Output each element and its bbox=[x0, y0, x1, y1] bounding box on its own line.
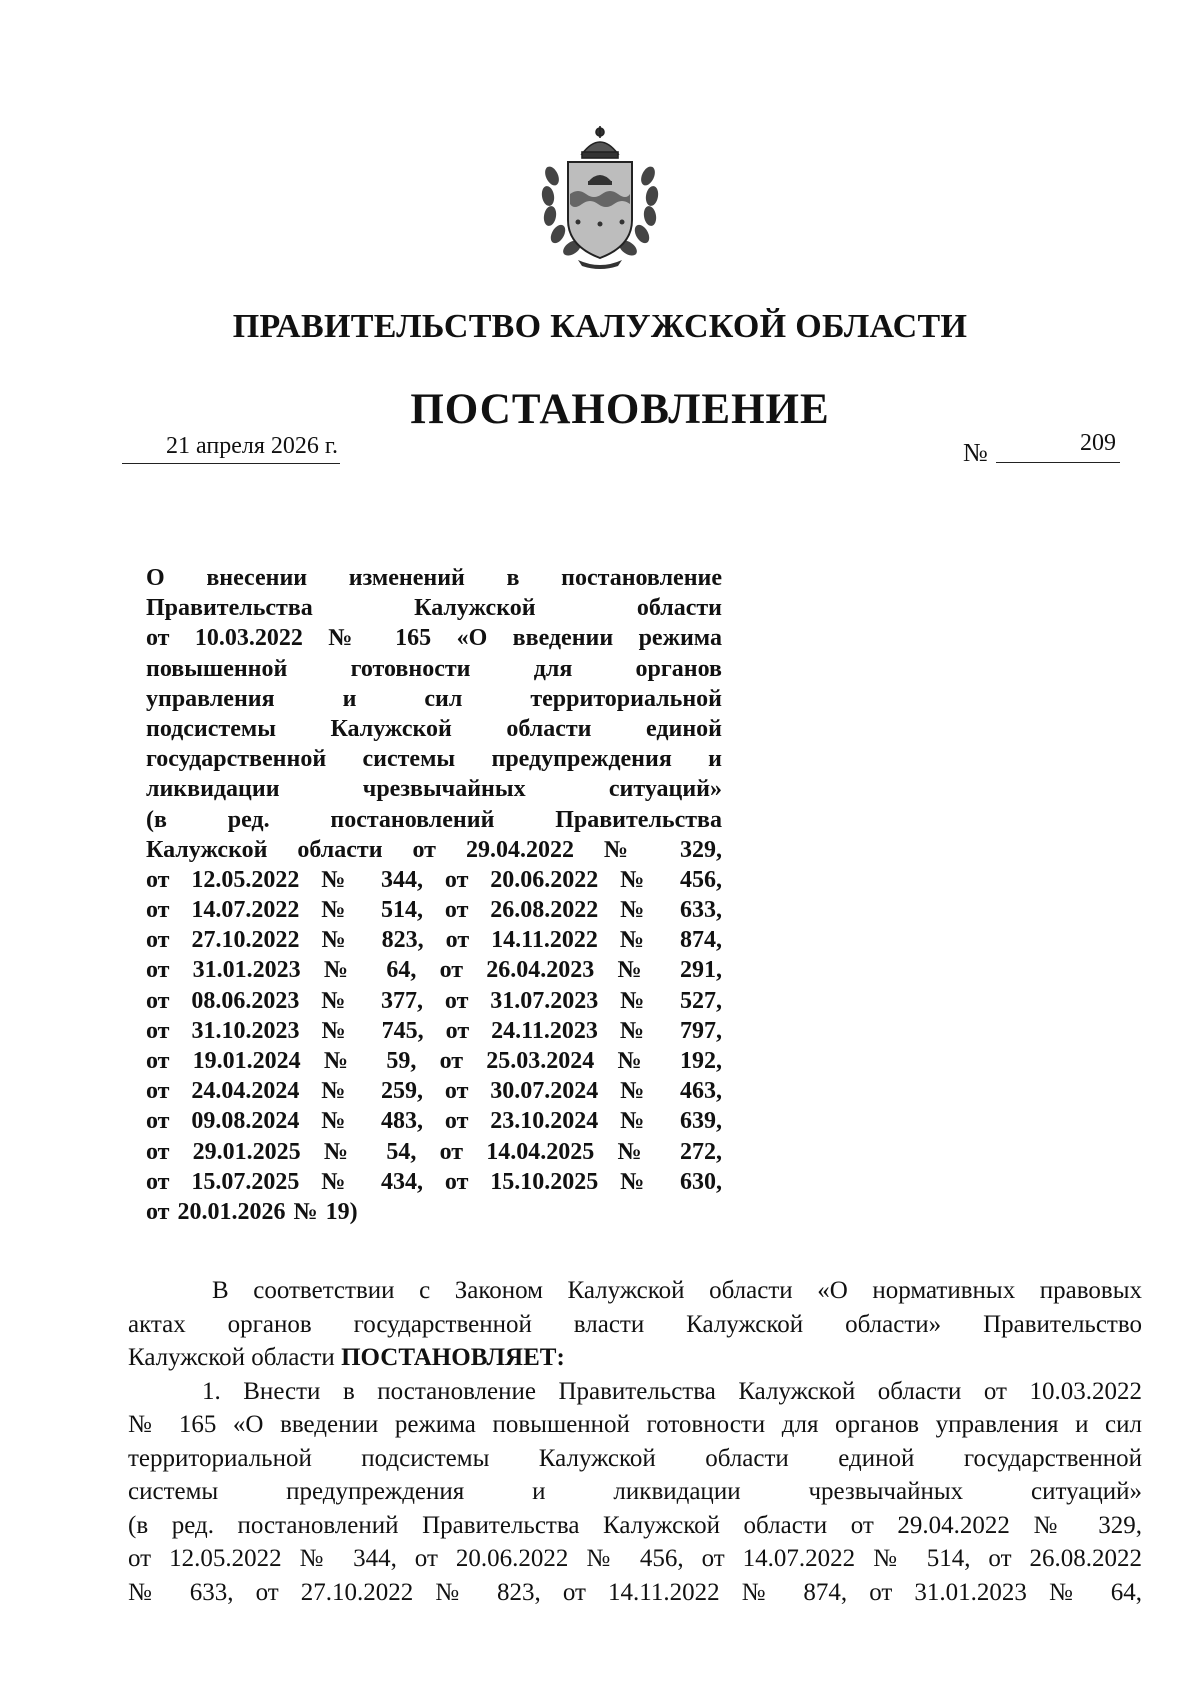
item-line: территориальной подсистемы Калужской области единой государственной bbox=[128, 1444, 1142, 1472]
organization-title: ПРАВИТЕЛЬСТВО КАЛУЖСКОЙ ОБЛАСТИ bbox=[232, 308, 968, 345]
subject-line: от 27.10.2022 № 823, от 14.11.2022 № 874, bbox=[146, 927, 722, 954]
subject-line: от 10.03.2022 № 165 «О введении режима bbox=[146, 625, 722, 652]
item-line: (в ред. постановлений Правительства Калужской области от 29.04.2022 № 329, bbox=[128, 1511, 1142, 1539]
subject-line: подсистемы Калужской области единой bbox=[146, 715, 722, 742]
subject-line: управления и сил территориальной bbox=[146, 685, 722, 712]
item-line: 1. Внести в постановление Правительства Калужской области от 10.03.2022 bbox=[202, 1377, 1142, 1405]
subject-line: государственной системы предупреждения и bbox=[146, 746, 722, 773]
document-body bbox=[128, 1274, 1142, 1609]
item-line: № 633, от 27.10.2022 № 823, от 14.11.2022 № 874, от 31.01.2023 № 64, bbox=[128, 1578, 1142, 1606]
subject-line: от 14.07.2022 № 514, от 26.08.2022 № 633, bbox=[146, 897, 722, 924]
preamble-line: В соответствии с Законом Калужской области «О нормативных правовых bbox=[212, 1277, 1142, 1304]
item-line: № 165 «О введении режима повышенной готовности для органов управления и сил bbox=[128, 1411, 1142, 1438]
subject-line: от 24.04.2024 № 259, от 30.07.2024 № 463, bbox=[146, 1078, 722, 1105]
subject-line: (в ред. постановлений Правительства bbox=[146, 806, 722, 833]
document-number: 209 bbox=[996, 425, 1120, 463]
subject-line: ликвидации чрезвычайных ситуаций» bbox=[146, 776, 722, 803]
subject-line: от 29.01.2025 № 54, от 14.04.2025 № 272, bbox=[146, 1138, 722, 1165]
subject-line: от 19.01.2024 № 59, от 25.03.2024 № 192, bbox=[146, 1048, 722, 1074]
document-type-title: ПОСТАНОВЛЕНИЕ bbox=[410, 386, 830, 433]
subject-line: повышенной готовности для органов bbox=[146, 655, 722, 682]
number-label: № bbox=[963, 438, 988, 467]
subject-line: Калужской области от 29.04.2022 № 329, bbox=[146, 836, 722, 863]
subject-line: Правительства Калужской области bbox=[146, 595, 722, 622]
subject-line: О внесении изменений в постановление bbox=[146, 565, 722, 591]
subject-line: от 20.01.2026 № 19) bbox=[146, 1198, 358, 1225]
item-line: от 12.05.2022 № 344, от 20.06.2022 № 456, от 14.07.2022 № 514, от 26.08.2022 bbox=[128, 1545, 1142, 1572]
document-date: 21 апреля 2026 г. bbox=[122, 428, 340, 464]
subject-line: от 31.10.2023 № 745, от 24.11.2023 № 797, bbox=[146, 1017, 722, 1044]
preamble-line bbox=[128, 1341, 1142, 1375]
subject-line: от 15.07.2025 № 434, от 15.10.2025 № 630, bbox=[146, 1168, 722, 1195]
subject-line: от 09.08.2024 № 483, от 23.10.2024 № 639, bbox=[146, 1108, 722, 1135]
coat-of-arms-icon bbox=[538, 124, 662, 272]
subject-line: от 08.06.2023 № 377, от 31.07.2023 № 527, bbox=[146, 987, 722, 1014]
subject-line: от 12.05.2022 № 344, от 20.06.2022 № 456, bbox=[146, 866, 722, 893]
item-line: системы предупреждения и ликвидации чрезвычайных ситуаций» bbox=[128, 1478, 1142, 1505]
resolves-keyword: ПОСТАНОВЛЯЕТ: bbox=[341, 1344, 565, 1371]
subject-line: от 31.01.2023 № 64, от 26.04.2023 № 291, bbox=[146, 957, 722, 984]
preamble-subject: Калужской области bbox=[128, 1344, 335, 1371]
document-subject bbox=[146, 563, 722, 1227]
preamble-line: актах органов государственной власти Калужской области» Правительство bbox=[128, 1310, 1142, 1338]
